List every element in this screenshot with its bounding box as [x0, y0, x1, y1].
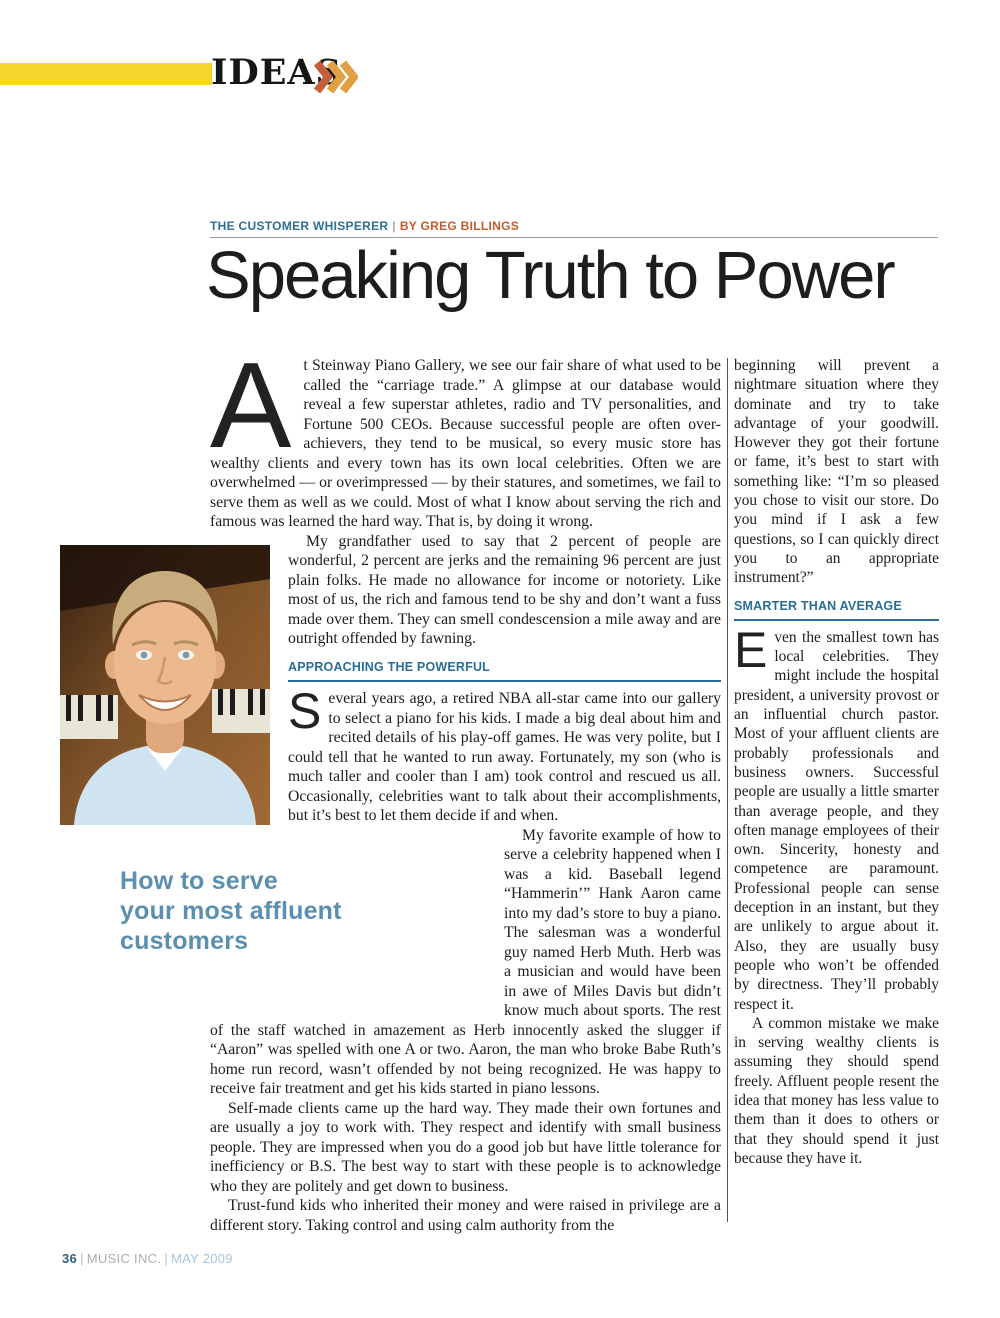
kicker-separator: |: [392, 219, 396, 233]
drop-cap: E: [734, 621, 768, 678]
paragraph-7: Even the smallest town has local celebrities. They might include the hospital president, a university provost or an influential church pastor. Most of your affluent clients are probably professionals and business owners. Successful people are usually a little smarter than average people, and they often manage employees of their own. Sincerity, honesty and competence are paramount. Professional people can sense deception in an instant, but they are unlikely to argue about it. Also, they are usually busy people who won’t be offended by directness. They’ll probably respect it.: [734, 621, 939, 1013]
triple-chevron-icon: [314, 60, 358, 99]
page-footer: [62, 1251, 233, 1266]
piano-keys-right: [212, 689, 270, 733]
paragraph-6-continued: beginning will prevent a nightmare situation where they dominate and try to take advantage of your goodwill. However they got their fortune or fame, it’s best to start with something like: “I’m so pleased you chose to visit our store. Do you mind if I ask a few questions, so I can quickly direct you to an appropriate instrument?”: [734, 357, 939, 587]
byline: BY GREG BILLINGS: [399, 219, 520, 233]
paragraph-2: My grandfather used to say that 2 percent of people are wonderful, 2 percent are jerks and the remaining 96 percent are just plain folks. He made no allowance for income or notoriety. Like most of us, the rich and famous tend to be shy and don’t want a fuss made over them. They can smell condescension a mile away and are outright offended by fawning.: [288, 532, 721, 647]
drop-cap: S: [288, 683, 322, 739]
paragraph-6: Trust-fund kids who inherited their money and were raised in privilege are a different story. Taking control and using calm authority from the: [210, 1197, 721, 1234]
paragraph-3: Several years ago, a retired NBA all-star came into our gallery to select a piano for his kids. I made a big deal about him and recited details of his play-off games. He was very polite, but I could tell that he wanted to run away. Fortunately, my son (who is much taller and cooler than I am) took control and rescued us all. Occasionally, celebrities want to talk about their accomplishments, but it’s best to let them decide if and when.: [288, 683, 721, 824]
page-number: 36: [62, 1251, 78, 1266]
main-column: [210, 337, 721, 1235]
pull-quote-line: your most affluent: [120, 897, 342, 925]
column-divider: [727, 358, 728, 1222]
pull-quote-line: customers: [120, 927, 249, 955]
column-name: THE CUSTOMER WHISPERER: [210, 219, 389, 233]
author-photo: [60, 545, 270, 825]
piano-keys-left: [60, 695, 118, 739]
pull-quote-line: How to serve: [120, 867, 279, 895]
footer-separator: |: [164, 1251, 168, 1266]
drop-cap: A: [210, 337, 292, 473]
right-column: [734, 356, 939, 1168]
kicker: [210, 219, 938, 238]
article-title: Speaking Truth to Power: [206, 238, 894, 313]
paragraph-8: A common mistake we make in serving wealthy clients is assuming they should spend freely. Affluent people resent the idea that money has less value to them than it does to others or that they should spend it just because they have it.: [734, 1014, 939, 1167]
paragraph-4: My favorite example of how to serve a celebrity happened when I was a kid. Baseball legend “Hammerin’” Hank Aaron came into my dad’s store to buy a piano. The salesman was a wonderful guy named Herb Muth. Herb was a musician and would have been in awe of Miles Davis but didn’t know much about sports. The rest of the staff watched in amazement as Herb innocently asked the slugger if “Aaron” was spelled with one A or two. Aaron, the man who broke Babe Ruth’s home run record, wasn’t offended by not being recognized. He was happy to receive fair treatment and get his kids started in piano lessons.: [210, 826, 721, 1097]
magazine-name: MUSIC INC.: [86, 1251, 162, 1266]
footer-separator: |: [80, 1251, 84, 1266]
yellow-accent-bar: [0, 63, 212, 85]
paragraph-5: Self-made clients came up the hard way. They made their own fortunes and are usually a joy to work with. They respect and identify with small business people. They are impressed when you do a good job but have little tolerance for inefficiency or B.S. The best way to start with these people is to acknowledge who they are politely and get down to business.: [210, 1099, 721, 1195]
subhead-approaching-the-powerful: APPROACHING THE POWERFUL: [288, 658, 721, 683]
section-label: IDEAS: [211, 52, 342, 93]
pull-quote: [120, 866, 400, 956]
paragraph-1: At Steinway Piano Gallery, we see our fair share of what used to be called the “carriage trade.” A glimpse at our database would reveal a few superstar athletes, radio and TV personalities, and Fortune 500 CEOs. Because successful people are often over-achievers, they tend to be musical, so every music store has wealthy clients and every town has its own local celebrities. Often we are overwhelmed — or overimpressed — by their statures, and sometimes, we fail to serve them as well as we could. Most of what I know about serving the rich and famous was learned the hard way. That is, by doing it wrong.: [210, 337, 721, 530]
issue-date: MAY 2009: [170, 1251, 233, 1266]
subhead-smarter-than-average: SMARTER THAN AVERAGE: [734, 597, 939, 621]
